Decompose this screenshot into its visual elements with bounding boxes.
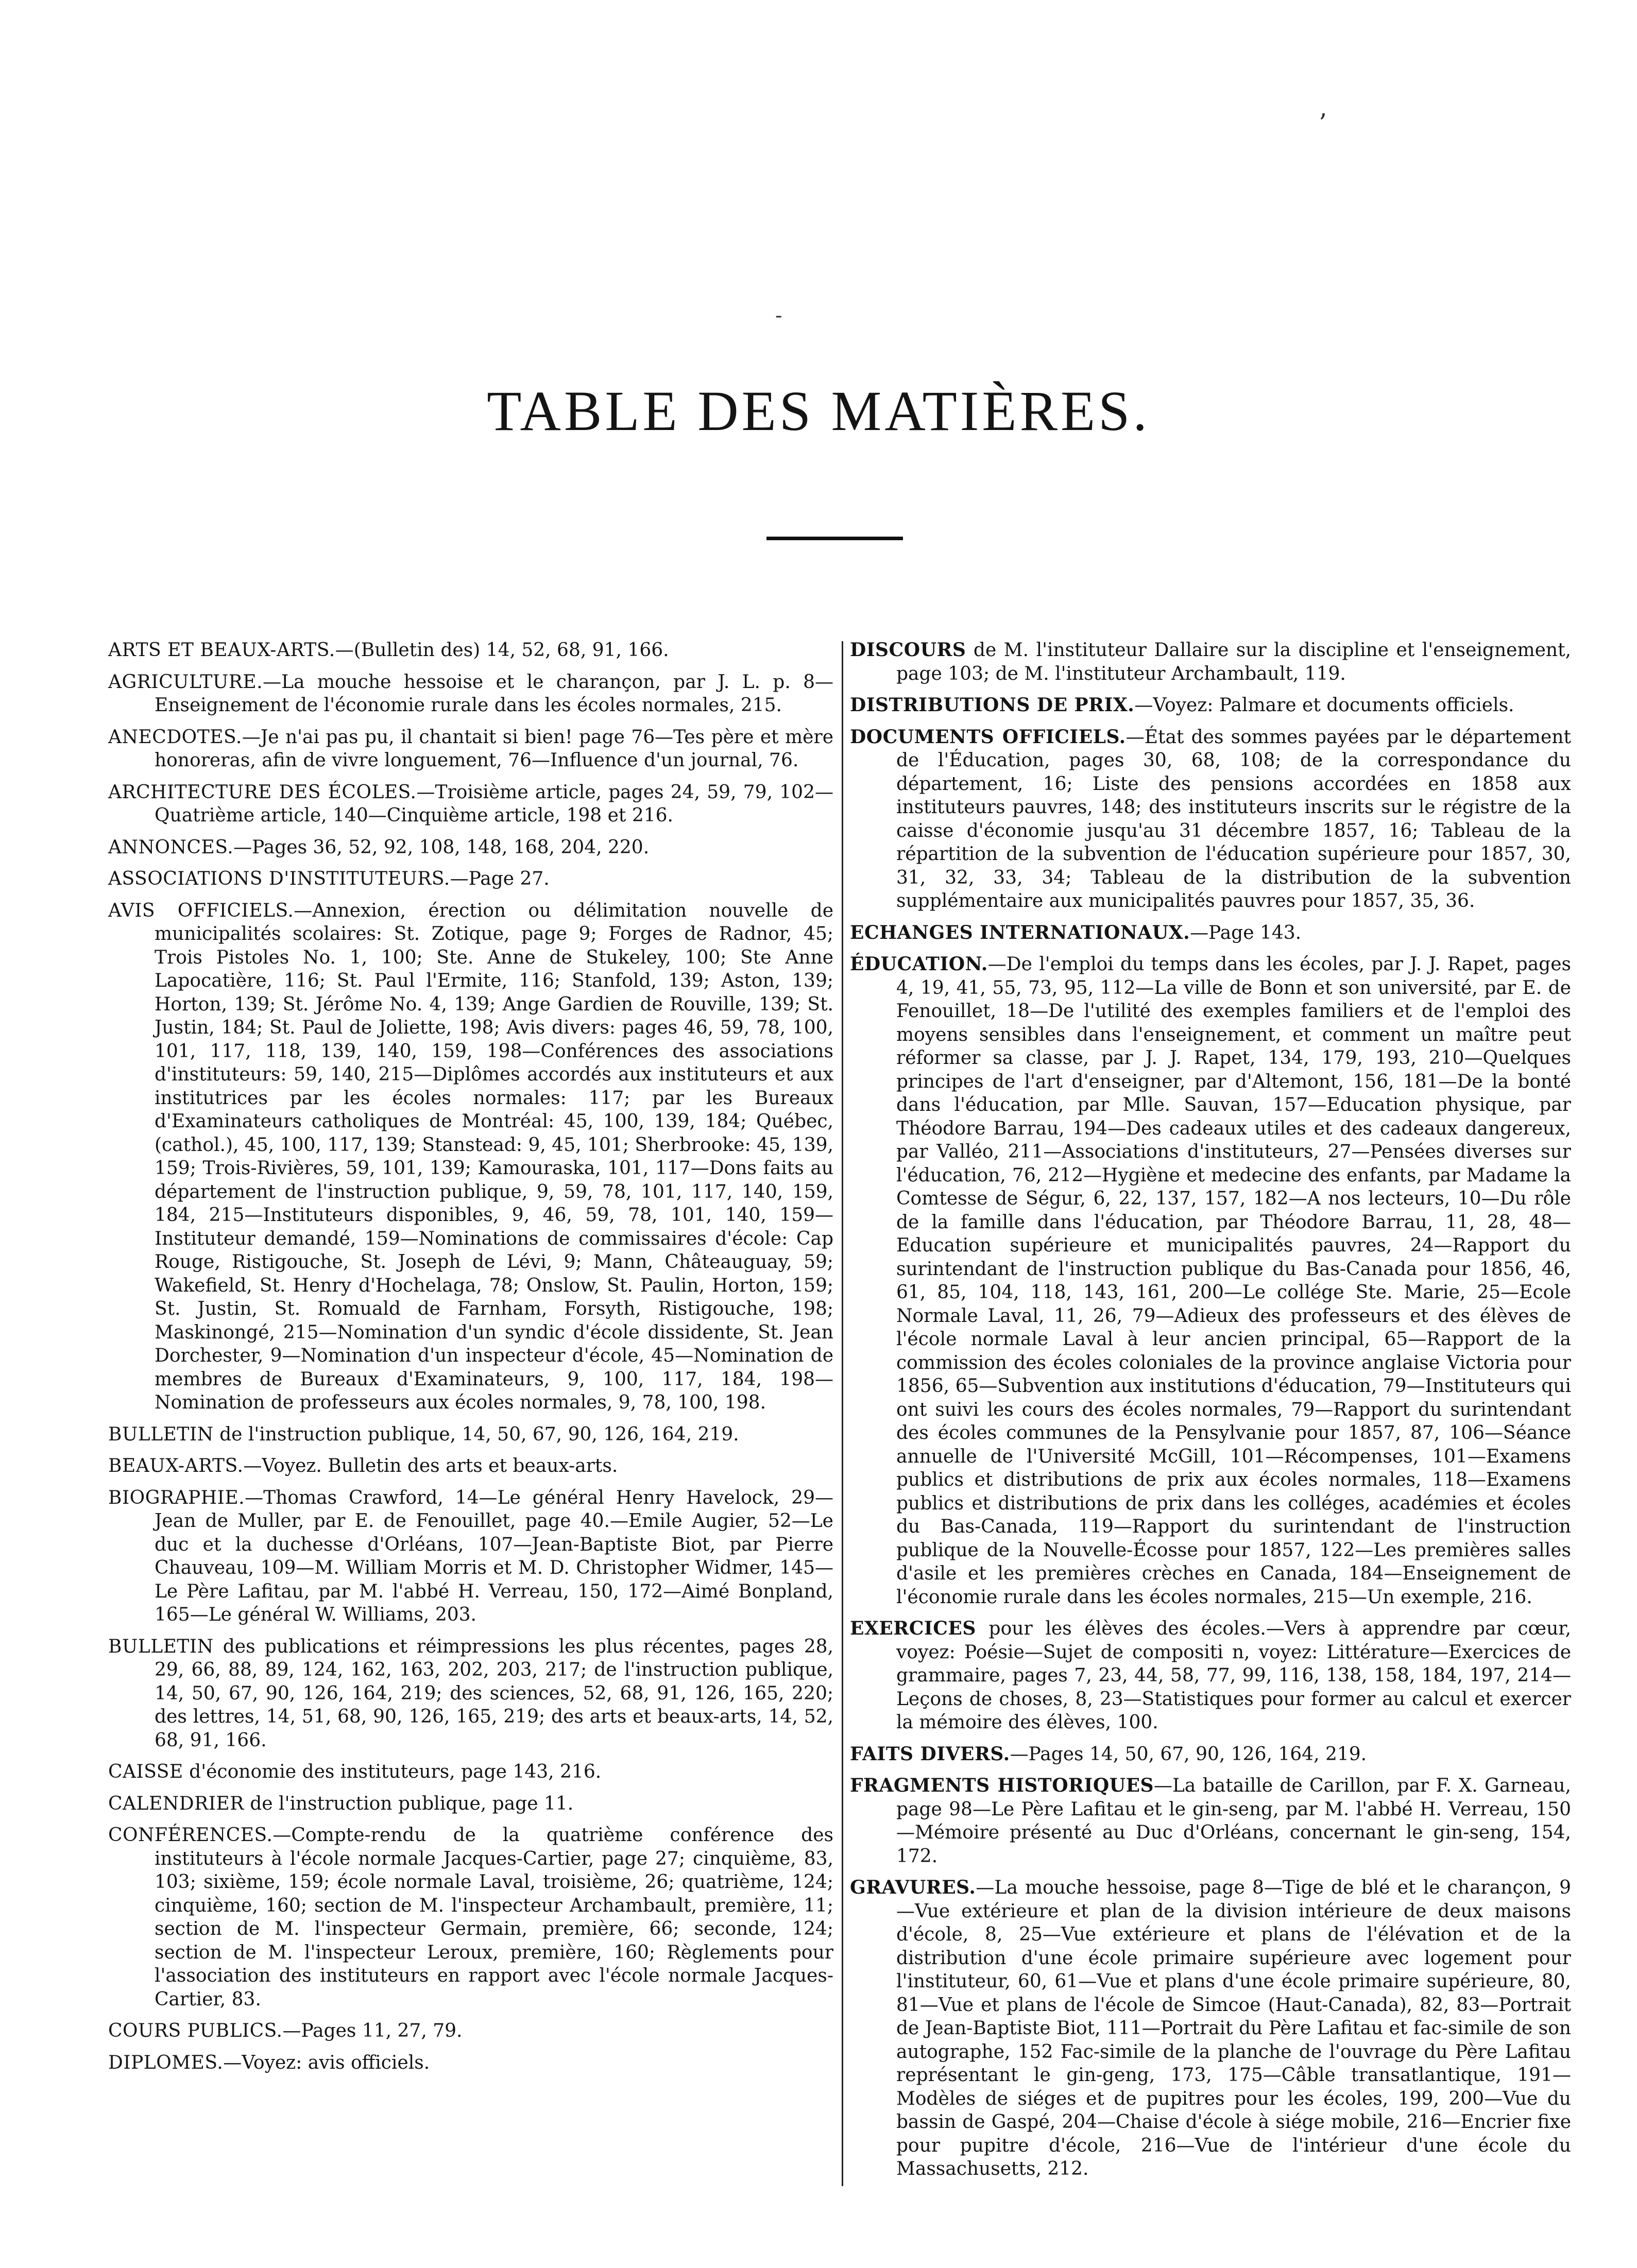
entry-text: —État des sommes payées par le département de l'Éducation, pages 30, 68, 108; de la correspondance du département, 16; Liste des pensions accordées en 1858 aux instituteurs pauvres, 148; des instituteurs inscrits sur le régistre de la caisse d'économie jusqu'au 31 décembre 1857, 16; Tableau de la répartition de la subvention de l'éducation supérieure pour 1857, 30, 31, 32, 33, 34; Tableau de la distribution de la subvention supplémentaire aux municipalités pauvres pour 1857, 35, 36. <box>896 726 1572 912</box>
stray-mark: ’ <box>1319 108 1327 138</box>
index-entry <box>850 726 1571 913</box>
index-entry <box>108 1423 833 1447</box>
entry-text: —Pages 36, 52, 92, 108, 148, 168, 204, 220. <box>233 836 650 858</box>
index-entry <box>108 671 833 717</box>
entry-heading: ANECDOTES. <box>108 726 242 748</box>
index-entry <box>108 1486 833 1627</box>
entry-heading: FAITS DIVERS. <box>850 1743 1010 1765</box>
index-entry <box>850 1876 1571 2181</box>
index-entry <box>850 694 1571 717</box>
left-column <box>108 639 833 2083</box>
entry-text: —Voyez: Palmare et documents officiels. <box>1134 695 1514 716</box>
entry-text: —Thomas Crawford, 14—Le général Henry Havelock, 29—Jean de Muller, par E. de Fenouillet, page 40.—Emile Augier, 52—Le duc et la duchesse d'Orléans, 107—Jean-Baptiste Biot, par Pierre Chauveau, 109—M. William Morris et M. D. Christopher Widmer, 145—Le Père Lafitau, par M. l'abbé H. Verreau, 150, 172—Aimé Bonpland, 165—Le général W. Williams, 203. <box>155 1487 833 1625</box>
index-entry <box>850 1743 1571 1766</box>
entry-heading: ARTS ET BEAUX-ARTS. <box>108 640 335 661</box>
index-entry <box>108 836 833 860</box>
entry-text: —Compte-rendu de la quatrième conférence des instituteurs à l'école normale Jacques-Cartier, page 27; cinquième, 83, 103; sixième, 159; école normale Laval, troisième, 26; quatrième, 124; cinquième, 160; section de M. l'inspecteur Archambault, première, 11; section de M. l'inspecteur Germain, première, 66; seconde, 124; section de M. l'inspecteur Leroux, première, 160; Règlements pour l'association des instituteurs en rapport avec l'école normale Jacques-Cartier, 83. <box>155 1825 833 2010</box>
index-entry <box>850 1774 1571 1868</box>
index-entry <box>108 1635 833 1752</box>
entry-text: pour les élèves des écoles.—Vers à apprendre par cœur, voyez: Poésie—Sujet de compositi n, voyez: Littérature—Exercices de grammaire, pages 7, 23, 44, 58, 77, 99, 116, 138, 158, 184, 197, 214—Leçons de choses, 8, 23—Statistiques pour former au calcul et exercer la mémoire des élèves, 100. <box>896 1618 1571 1733</box>
index-entry <box>108 1824 833 2011</box>
entry-heading: CONFÉRENCES. <box>108 1825 273 1846</box>
entry-heading: DIPLOMES. <box>108 2052 224 2073</box>
index-entry <box>850 1617 1571 1734</box>
entry-heading: ÉDUCATION. <box>850 953 988 975</box>
right-column <box>850 639 1571 2189</box>
entry-text: —Page 27. <box>450 868 550 889</box>
entry-text: des publications et réimpressions les plus récentes, pages 28, 29, 66, 88, 89, 124, 162, 163, 202, 203, 217; de l'instruction publique, 14, 50, 67, 90, 126, 164, 219; des sciences, 52, 68, 91, 126, 165, 220; des lettres, 14, 51, 68, 90, 126, 165, 219; des arts et beaux-arts, 14, 52, 68, 91, 166. <box>155 1636 833 1751</box>
index-entry <box>850 953 1571 1609</box>
entry-text: —Pages 14, 50, 67, 90, 126, 164, 219. <box>1010 1743 1367 1765</box>
index-entry <box>108 867 833 891</box>
entry-heading: AGRICULTURE. <box>108 671 263 693</box>
index-entry <box>108 2051 833 2075</box>
index-entry <box>108 1792 833 1816</box>
entry-text: —La mouche hessoise, page 8—Tige de blé et le charançon, 9—Vue extérieure et plan de la division intérieure de deux maisons d'école, 8, 25—Vue extérieure et plans de l'élévation et de la distribution d'une école primaire supérieure avec logement pour l'instituteur, 60, 61—Vue et plans d'une école primaire supérieure, 80, 81—Vue et plans de l'école de Simcoe (Haut-Canada), 82, 83—Portrait de Jean-Baptiste Biot, 111—Portrait du Père Lafitau et fac-simile de son autographe, 152 Fac-simile de la planche de l'ouvrage du Père Lafitau représentant le gin-geng, 173, 175—Câble transatlantique, 191—Modèles de siéges et de pupitres pour les écoles, 199, 200—Vue du bassin de Gaspé, 204—Chaise d'école à siége mobile, 216—Encrier fixe pour pupitre d'école, 216—Vue de l'intérieur d'une école du Massachusetts, 212. <box>896 1877 1571 2179</box>
entry-text: —Pages 11, 27, 79. <box>282 2020 463 2041</box>
entry-heading: DISTRIBUTIONS DE PRIX. <box>850 694 1135 716</box>
entry-text: d'économie des instituteurs, page 143, 216. <box>183 1761 602 1782</box>
entry-heading: COURS PUBLICS. <box>108 2020 283 2041</box>
entry-heading: GRAVURES. <box>850 1877 976 1898</box>
entry-heading: FRAGMENTS HISTORIQUES <box>850 1775 1154 1796</box>
entry-text: de l'instruction publique, 14, 50, 67, 90, 126, 164, 219. <box>213 1423 739 1445</box>
entry-text: —Troisième article, pages 24, 59, 79, 102—Quatrième article, 140—Cinquième article, 198 et 216. <box>155 781 833 826</box>
entry-text: —De l'emploi du temps dans les écoles, par J. J. Rapet, pages 4, 19, 41, 55, 73, 95, 112—La ville de Bonn et son université, par E. de Fenouillet, 18—De l'utilité des exemples familiers et de l'emploi des moyens sensibles dans l'enseignement, et comment un maître peut réformer sa classe, par J. J. Rapet, 134, 179, 193, 210—Quelques principes de l'art d'enseigner, par d'Altemont, 156, 181—De la bonté dans l'éducation, par Mlle. Sauvan, 157—Education physique, par Théodore Barrau, 194—Des cadeaux utiles et des cadeaux dangereux, par Valléo, 211—Associations d'instituteurs, 27—Pensées diverses sur l'éducation, 76, 212—Hygiène et medecine des enfants, par Madame la Comtesse de Ségur, 6, 22, 137, 157, 182—A nos lecteurs, 10—Du rôle de la famille dans l'éducation, par Théodore Barrau, 11, 28, 48—Education supérieure et municipalités pauvres, 24—Rapport du surintendant de l'instruction publique du Bas-Canada pour 1856, 46, 61, 85, 104, 118, 143, 161, 200—Le collége Ste. Marie, 25—Ecole Normale Laval, 11, 26, 79—Adieux des professeurs et des élèves de l'école normale Laval à leur ancien principal, 65—Rapport de la commission des écoles coloniales de la province anglaise Victoria pour 1856, 65—Subvention aux institutions d'éducation, 79—Instituteurs qui ont suivi les cours des écoles normales, 79—Rapport du surintendant des écoles communes de la Pensylvanie pour 1857, 87, 106—Séance annuelle de l'Université McGill, 101—Récompenses, 101—Examens publics et distributions de prix aux écoles normales, 118—Examens publics et distributions de prix dans les colléges, académies et écoles du Bas-Canada, 119—Rapport du surintendant de l'instruction publique de la Nouvelle-Écosse pour 1857, 122—Les premières salles d'asile et les premières crèches en Canada, 184—Enseignement de l'économie rurale dans les écoles normales, 215—Un exemple, 216. <box>896 954 1571 1608</box>
entry-heading: BULLETIN <box>108 1423 214 1445</box>
entry-heading: ECHANGES INTERNATIONAUX. <box>850 921 1190 943</box>
index-entry <box>108 639 833 662</box>
index-entry <box>850 639 1571 685</box>
entry-heading: BEAUX-ARTS. <box>108 1455 244 1476</box>
entry-heading: DOCUMENTS OFFICIELS. <box>850 726 1126 748</box>
page-title: TABLE DES MATIÈRES. <box>487 380 1150 442</box>
entry-text: —Voyez. Bulletin des arts et beaux-arts. <box>243 1455 618 1476</box>
index-entry <box>108 726 833 772</box>
entry-heading: AVIS OFFICIELS. <box>108 900 294 921</box>
entry-heading: ASSOCIATIONS D'INSTITUTEURS. <box>108 868 450 889</box>
column-divider <box>842 641 843 2186</box>
entry-heading: BULLETIN <box>108 1636 214 1657</box>
entry-heading: CALENDRIER <box>108 1793 244 1814</box>
entry-text: —Je n'ai pas pu, il chantait si bien! page 76—Tes père et mère honoreras, afin de vivre longuement, 76—Influence d'un journal, 76. <box>155 726 833 771</box>
entry-text: —La mouche hessoise et le charançon, par J. L. p. 8—Enseignement de l'économie rurale dans les écoles normales, 215. <box>155 671 833 716</box>
title-rule <box>766 537 903 540</box>
entry-heading: ARCHITECTURE DES ÉCOLES. <box>108 781 417 803</box>
stray-mark: ‐ <box>775 304 782 328</box>
entry-text: —La bataille de Carillon, par F. X. Garneau, page 98—Le Père Lafitau et le gin-seng, par M. l'abbé H. Verreau, 150—Mémoire présenté au Duc d'Orléans, concernant le gin-seng, 154, 172. <box>896 1775 1572 1867</box>
index-entry <box>108 1454 833 1478</box>
entry-heading: ANNONCES. <box>108 836 234 858</box>
entry-heading: DISCOURS <box>850 639 966 661</box>
index-entry <box>108 781 833 828</box>
entry-heading: BIOGRAPHIE. <box>108 1487 245 1508</box>
entry-text: —(Bulletin des) 14, 52, 68, 91, 166. <box>335 640 669 661</box>
entry-text: de M. l'instituteur Dallaire sur la discipline et l'enseignement, page 103; de M. l'instituteur Archambault, 119. <box>896 640 1571 684</box>
entry-heading: EXERCICES <box>850 1618 976 1639</box>
index-entry <box>850 921 1571 945</box>
index-entry <box>108 899 833 1415</box>
entry-text: —Annexion, érection ou délimitation nouvelle de municipalités scolaires: St. Zotique, page 9; Forges de Radnor, 45; Trois Pistoles No. 1, 100; Ste. Anne de Stukeley, 100; Ste Anne Lapocatière, 116; St. Paul l'Ermite, 116; Stanfold, 139; Aston, 139; Horton, 139; St. Jérôme No. 4, 139; Ange Gardien de Rouville, 139; St. Justin, 184; St. Paul de Joliette, 198; Avis divers: pages 46, 59, 78, 100, 101, 117, 118, 139, 140, 159, 198—Conférences des associations d'instituteurs: 59, 140, 215—Diplômes accordés aux instituteurs et aux institutrices par les écoles normales: 117; par les Bureaux d'Examinateurs catholiques de Montréal: 45, 100, 139, 184; Québec, (cathol.), 45, 100, 117, 139; Stanstead: 9, 45, 101; Sherbrooke: 45, 139, 159; Trois-Rivières, 59, 101, 139; Kamouraska, 101, 117—Dons faits au département de l'instruction publique, 9, 59, 78, 101, 117, 140, 159, 184, 215—Instituteurs disponibles, 9, 46, 59, 78, 101, 140, 159—Instituteur demandé, 159—Nominations de commissaires d'école: Cap Rouge, Ristigouche, St. Joseph de Lévi, 9; Mann, Châteauguay, 59; Wakefield, St. Henry d'Hochelaga, 78; Onslow, St. Paulin, Horton, 159; St. Justin, St. Romuald de Farnham, Forsyth, Ristigouche, 198; Maskinongé, 215—Nomination d'un syndic d'école dissidente, St. Jean Dorchester, 9—Nomination d'un inspecteur d'école, 45—Nomination de membres de Bureaux d'Examinateurs, 9, 100, 117, 184, 198—Nomination de professeurs aux écoles normales, 9, 78, 100, 198. <box>155 900 834 1413</box>
entry-text: —Voyez: avis officiels. <box>223 2052 430 2073</box>
entry-text: de l'instruction publique, page 11. <box>244 1793 574 1814</box>
index-entry <box>108 2019 833 2043</box>
index-entry <box>108 1760 833 1784</box>
entry-heading: CAISSE <box>108 1761 183 1782</box>
entry-text: —Page 143. <box>1190 922 1302 943</box>
